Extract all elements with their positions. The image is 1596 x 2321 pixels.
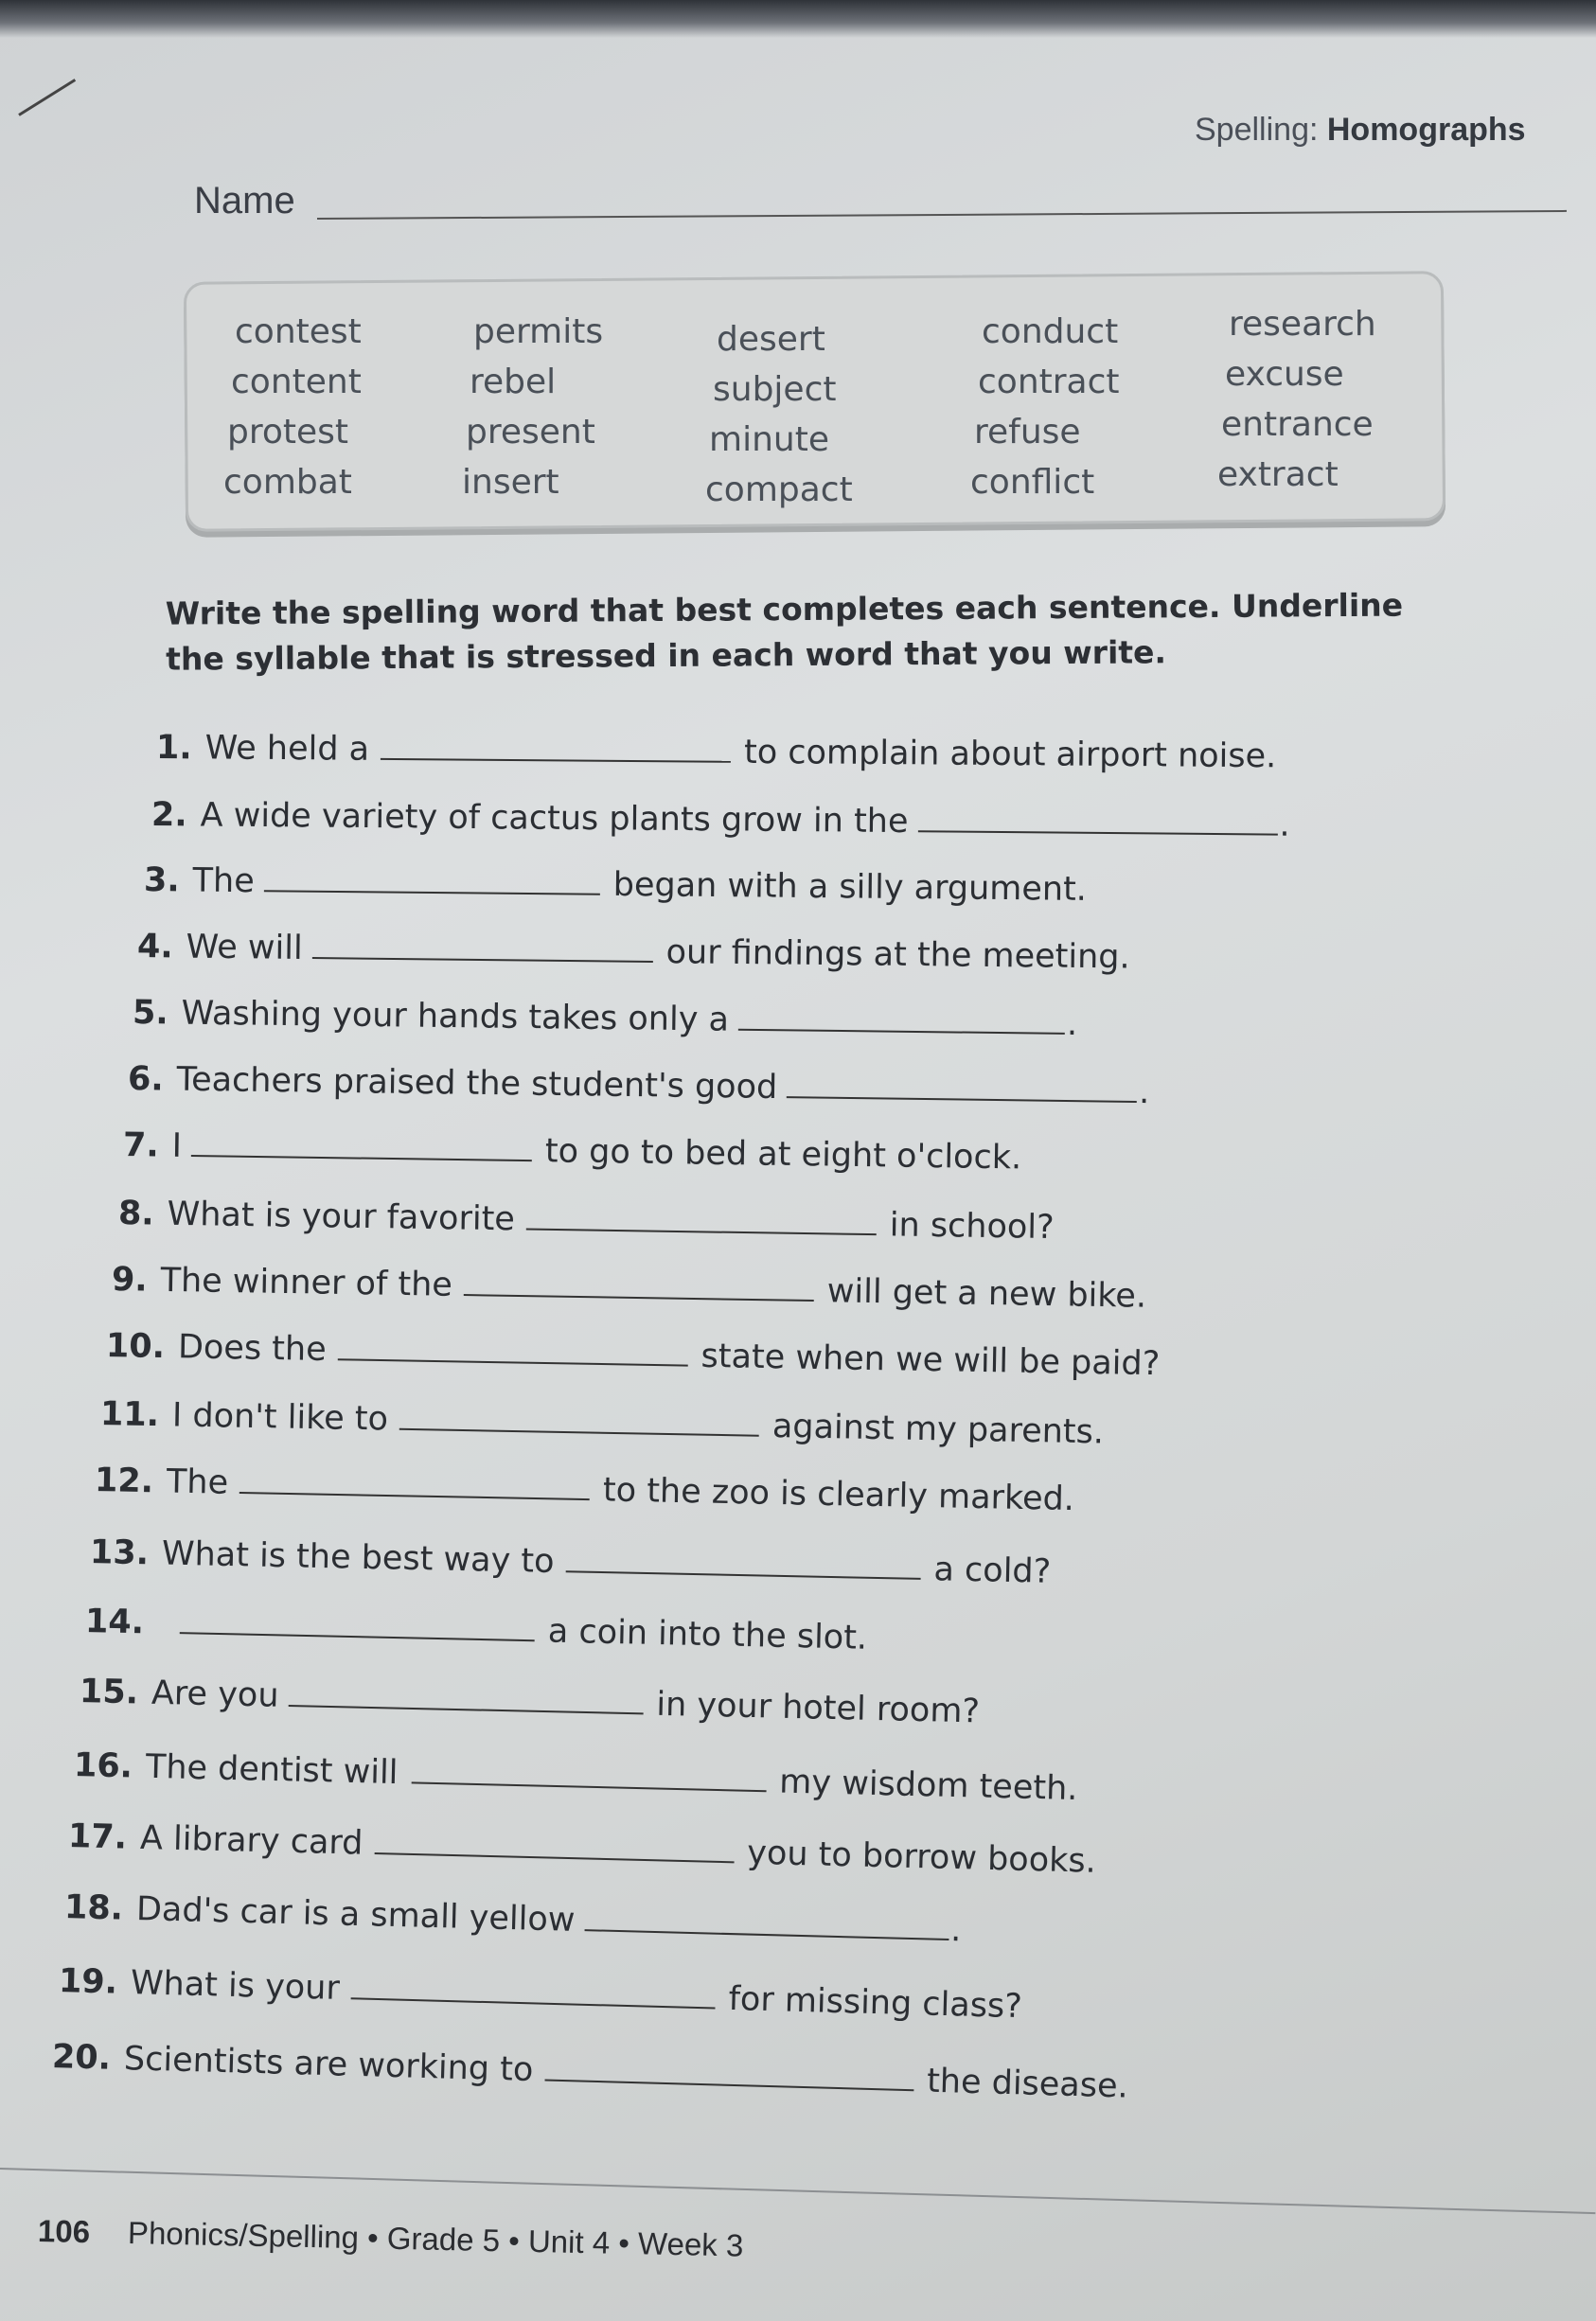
word-bank-item: research: [1229, 305, 1376, 344]
item-text-before: The: [192, 861, 255, 901]
item-number: 15.: [79, 1673, 139, 1712]
item-number: 11.: [99, 1395, 160, 1435]
item-text-before: A library card: [139, 1818, 364, 1863]
item-number: 19.: [58, 1962, 118, 2002]
item-text-after: .: [1279, 806, 1290, 844]
item-text-after: a coin into the slot.: [547, 1612, 868, 1657]
answer-blank[interactable]: [464, 1262, 815, 1302]
answer-blank[interactable]: [565, 1538, 921, 1580]
sentence-item: [95, 1457, 1075, 1523]
answer-blank[interactable]: [787, 1064, 1137, 1103]
item-text-before: Does the: [177, 1328, 328, 1370]
item-number: 3.: [143, 861, 180, 900]
item-text-after: will get a new bike.: [826, 1272, 1147, 1316]
item-number: 14.: [84, 1603, 145, 1642]
sentence-item: [106, 1322, 1161, 1388]
item-text-after: my wisdom teeth.: [778, 1763, 1078, 1808]
item-number: 4.: [136, 928, 173, 966]
word-bank-item: rebel: [470, 363, 557, 401]
sentence-item: [128, 1055, 1150, 1116]
word-bank-item: present: [466, 413, 595, 452]
item-text-after: to go to bed at eight o'clock.: [544, 1132, 1022, 1178]
item-text-before: The dentist will: [145, 1747, 399, 1793]
word-bank-item: desert: [717, 320, 825, 359]
item-text-after: state when we will be paid?: [700, 1337, 1161, 1384]
word-bank-item: contract: [978, 363, 1120, 401]
answer-blank[interactable]: [264, 858, 600, 895]
item-number: 10.: [105, 1327, 166, 1367]
item-text-after: to the zoo is clearly marked.: [602, 1471, 1075, 1519]
item-text-before: What is your favorite: [167, 1195, 516, 1239]
answer-blank[interactable]: [411, 1749, 767, 1792]
name-field[interactable]: [317, 210, 1567, 220]
item-number: 12.: [94, 1462, 154, 1501]
word-bank-item: contest: [235, 312, 362, 351]
word-bank-item: conflict: [970, 463, 1095, 502]
header-topic: Homographs: [1326, 112, 1526, 148]
answer-blank[interactable]: [191, 1123, 532, 1161]
item-number: 9.: [111, 1261, 148, 1300]
sentence-item: [151, 791, 1290, 849]
name-row: [194, 180, 1567, 227]
item-text-after: in your hotel room?: [655, 1685, 981, 1731]
sentence-item: [118, 1190, 1055, 1251]
answer-blank[interactable]: [337, 1326, 688, 1366]
sentence-item: [58, 1958, 1022, 2030]
footer-text: Phonics/Spelling • Grade 5 • Unit 4 • Week 3: [127, 2214, 744, 2263]
item-text-after: a cold?: [933, 1550, 1052, 1591]
item-text-before: Scientists are working to: [123, 2040, 534, 2090]
item-text-after: .: [949, 1911, 962, 1950]
item-text-before: I: [171, 1126, 183, 1165]
sentence-item: [67, 1813, 1096, 1886]
answer-blank[interactable]: [312, 925, 653, 963]
word-bank-item: subject: [713, 370, 837, 409]
word-bank-item: content: [231, 363, 362, 401]
word-bank-item: protest: [227, 413, 349, 452]
item-number: 6.: [127, 1060, 164, 1099]
item-text-before: A wide variety of cactus plants grow in the: [200, 796, 909, 842]
item-text-after: to complain about airport noise.: [743, 733, 1277, 776]
answer-blank[interactable]: [917, 798, 1277, 835]
item-text-before: What is your: [130, 1964, 341, 2008]
item-number: 18.: [63, 1888, 124, 1928]
answer-blank[interactable]: [374, 1820, 735, 1863]
answer-blank[interactable]: [584, 1897, 949, 1940]
sentence-item: [137, 923, 1130, 982]
item-text-before: Washing your hands takes only a: [181, 994, 730, 1039]
item-text-before: We will: [186, 928, 303, 967]
sentence-item: [123, 1122, 1022, 1181]
sentence-item: [63, 1884, 962, 1954]
answer-blank[interactable]: [288, 1673, 644, 1714]
sentence-item: [156, 724, 1277, 780]
sentence-item: [133, 989, 1078, 1048]
item-text-after: for missing class?: [728, 1979, 1023, 2027]
item-text-after: our findings at the meeting.: [665, 933, 1130, 977]
answer-blank[interactable]: [239, 1460, 591, 1500]
answer-blank[interactable]: [399, 1396, 760, 1437]
word-bank-item: conduct: [982, 312, 1119, 351]
item-number: 16.: [73, 1746, 133, 1786]
word-bank-item: compact: [705, 470, 853, 509]
name-label: Name: [194, 180, 295, 221]
answer-blank[interactable]: [381, 726, 731, 763]
item-text-before: Teachers praised the student's good: [176, 1060, 778, 1107]
sentence-item: [100, 1391, 1105, 1456]
top-shadow: [0, 0, 1596, 38]
item-text-before: What is the best way to: [161, 1534, 555, 1582]
item-text-after: .: [1138, 1072, 1150, 1112]
word-bank-item: minute: [709, 420, 829, 459]
item-text-before: The: [166, 1462, 229, 1502]
item-text-after: in school?: [889, 1206, 1055, 1248]
sentence-item: [84, 1598, 867, 1662]
answer-blank[interactable]: [738, 997, 1065, 1035]
item-number: 8.: [117, 1195, 154, 1233]
answer-blank[interactable]: [544, 2046, 914, 2091]
footer-divider: [0, 2168, 1595, 2214]
item-text-before: Are you: [151, 1674, 279, 1715]
page-footer: [38, 2213, 744, 2264]
item-number: 2.: [151, 796, 187, 835]
item-number: 17.: [67, 1817, 128, 1857]
page-number: 106: [37, 2213, 91, 2250]
item-text-before: The winner of the: [160, 1261, 453, 1304]
word-bank-item: combat: [223, 463, 352, 502]
item-text-before: Dad's car is a small yellow: [135, 1889, 576, 1940]
item-text-after: the disease.: [926, 2062, 1129, 2106]
item-number: 1.: [155, 729, 192, 768]
item-number: 20.: [51, 2038, 112, 2078]
answer-blank[interactable]: [350, 1965, 716, 2009]
item-text-before: We held a: [204, 729, 370, 769]
word-bank-item: refuse: [974, 413, 1081, 452]
page-header: [1195, 112, 1526, 149]
item-number: 5.: [132, 994, 168, 1033]
corner-mark: [18, 79, 76, 116]
sentence-item: [51, 2033, 1128, 2111]
answer-blank[interactable]: [526, 1196, 878, 1236]
sentence-item: [89, 1529, 1051, 1596]
item-text-after: began with a silly argument.: [612, 865, 1088, 909]
sentence-item: [144, 857, 1087, 913]
item-number: 13.: [89, 1533, 150, 1573]
item-text-before: I don't like to: [171, 1396, 389, 1439]
header-prefix: Spelling:: [1195, 112, 1327, 148]
sentence-item: [73, 1742, 1078, 1813]
sentence-item: [112, 1256, 1147, 1320]
word-bank-item: permits: [473, 312, 604, 351]
answer-blank[interactable]: [180, 1600, 536, 1641]
item-text-after: .: [1066, 1004, 1078, 1044]
item-text-after: against my parents.: [771, 1408, 1105, 1452]
item-text-after: you to borrow books.: [746, 1834, 1097, 1881]
sentence-item: [79, 1668, 980, 1735]
item-number: 7.: [122, 1126, 159, 1165]
word-bank-item: insert: [462, 463, 559, 502]
word-bank-item: excuse: [1225, 355, 1344, 394]
instructions: Write the spelling word that best completes each sentence. Underline the syllable that is stressed in each word that you write.: [165, 586, 1404, 678]
word-bank-item: entrance: [1221, 405, 1374, 444]
word-bank-item: extract: [1217, 455, 1339, 494]
